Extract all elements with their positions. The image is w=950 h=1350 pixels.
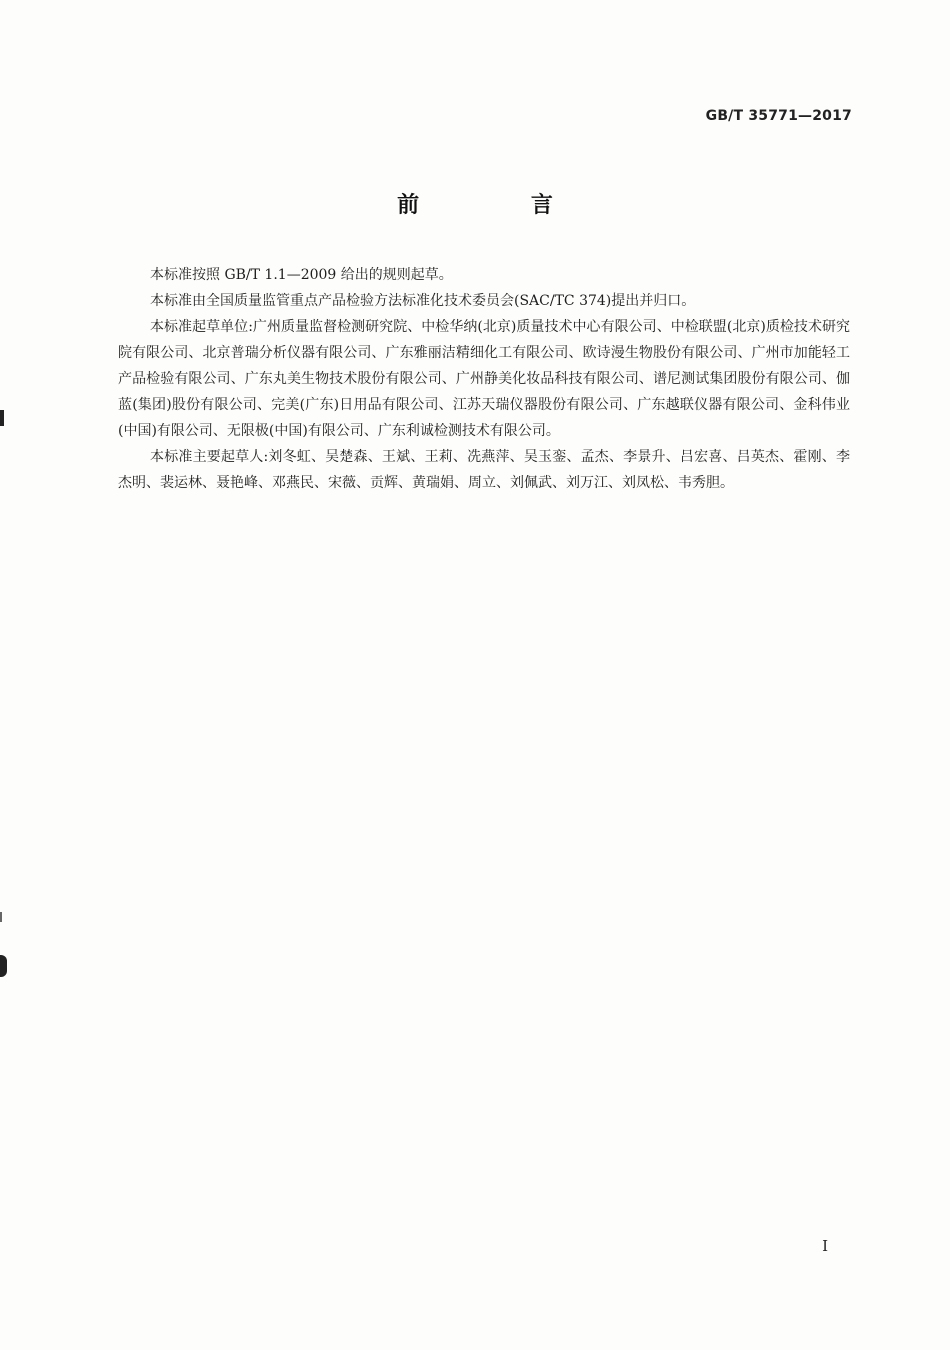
- scan-edge-mark: [0, 912, 2, 922]
- page-title: 前 言: [397, 193, 605, 218]
- scan-edge-mark: [0, 955, 7, 977]
- paragraph-drafters: 本标准主要起草人:刘冬虹、吴楚森、王斌、王莉、冼燕萍、吴玉銮、孟杰、李景升、吕宏喜、吕英杰、霍刚、李杰明、裴运林、聂艳峰、邓燕民、宋薇、贡辉、黄瑞娟、周立、刘佩武、刘万江、刘凤松、韦秀胆。: [118, 449, 850, 491]
- scan-edge-mark: [0, 410, 4, 426]
- paragraph-drafting-rules: 本标准按照 GB/T 1.1—2009 给出的规则起草。: [150, 267, 453, 283]
- standard-code: GB/T 35771—2017: [705, 108, 852, 124]
- paragraph-proposer: 本标准由全国质量监管重点产品检验方法标准化技术委员会(SAC/TC 374)提出并归口。: [150, 293, 696, 309]
- paragraph-drafting-units: 本标准起草单位:广州质量监督检测研究院、中检华纳(北京)质量技术中心有限公司、中检联盟(北京)质检技术研究院有限公司、北京普瑞分析仪器有限公司、广东雅丽洁精细化工有限公司、欧诗漫生物股份有限公司、广州市加能轻工产品检验有限公司、广东丸美生物技术股份有限公司、广州静美化妆品科技有限公司、谱尼测试集团股份有限公司、伽蓝(集团)股份有限公司、完美(广东)日用品有限公司、江苏天瑞仪器股份有限公司、广东越联仪器有限公司、金科伟业(中国)有限公司、无限极(中国)有限公司、广东利诚检测技术有限公司。: [118, 319, 850, 439]
- page-number: I: [822, 1237, 828, 1255]
- foreword-body: [118, 262, 850, 496]
